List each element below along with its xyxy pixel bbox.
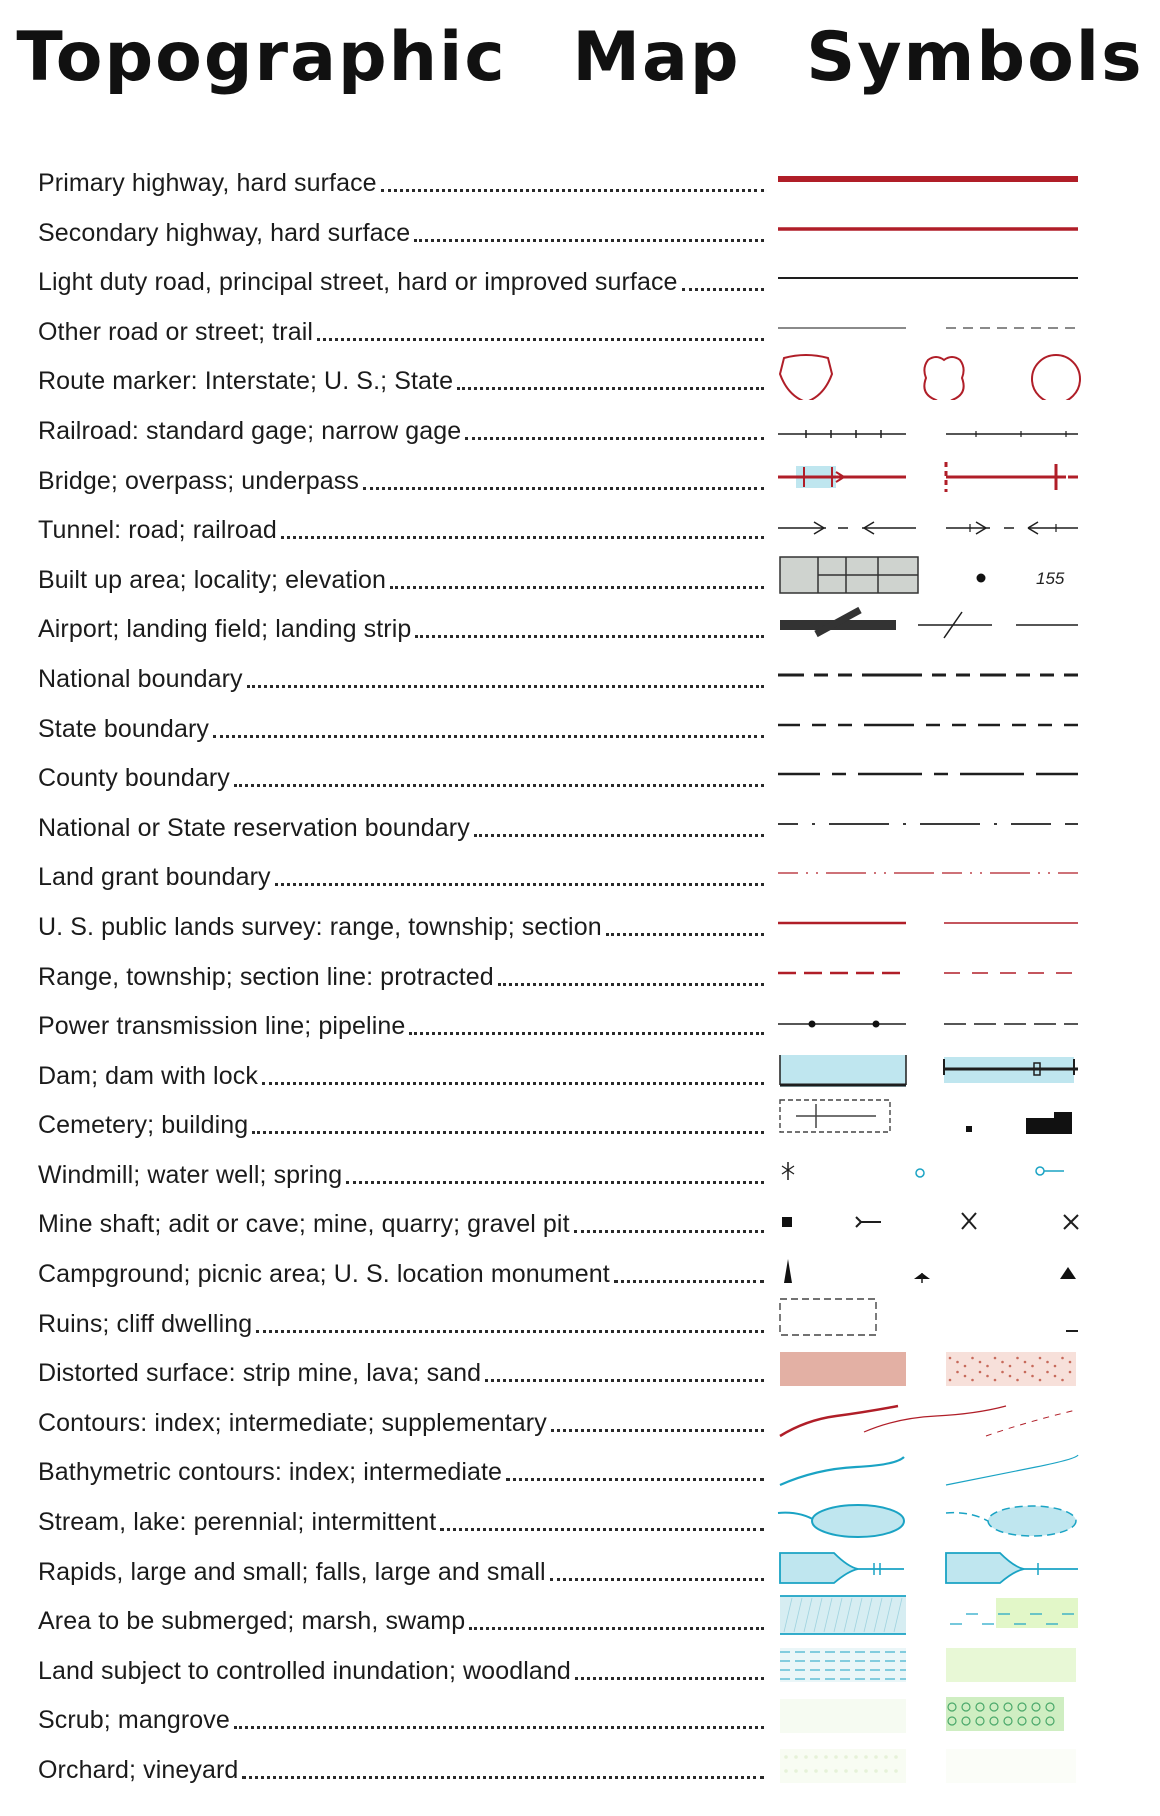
- legend-row: [0, 1392, 1160, 1442]
- campground-symbol: [776, 1243, 1096, 1293]
- dotted-leader: [606, 933, 764, 936]
- legend-row: [0, 1293, 1160, 1343]
- route-marker-symbol-graphic: [776, 350, 1086, 400]
- airport-symbol: [776, 598, 1096, 648]
- dotted-leader: [574, 1230, 764, 1233]
- legend-row: [0, 598, 1160, 648]
- legend-label: [38, 1354, 764, 1388]
- dotted-leader: [390, 586, 764, 589]
- dotted-leader: [262, 1082, 764, 1085]
- legend-label: [38, 1751, 764, 1785]
- legend-list: [0, 152, 1160, 1789]
- inundation-woodland-symbol: [776, 1640, 1096, 1690]
- reservation-boundary-symbol: [776, 797, 1096, 847]
- legend-label-text: Tunnel: road; railroad: [38, 516, 277, 545]
- legend-row: [0, 698, 1160, 748]
- dotted-leader: [381, 189, 764, 192]
- tunnel-symbol-graphic: [776, 499, 1086, 549]
- legend-row: [0, 350, 1160, 400]
- legend-row: [0, 549, 1160, 599]
- state-boundary-symbol-graphic: [776, 698, 1086, 748]
- secondary-highway-symbol-graphic: [776, 202, 1086, 252]
- legend-label-text: Cemetery; building: [38, 1111, 249, 1140]
- state-boundary-symbol: [776, 698, 1096, 748]
- legend-label: [38, 610, 764, 644]
- legend-label-text: Built up area; locality; elevation: [38, 565, 387, 594]
- legend-label: [38, 214, 764, 248]
- legend-label: [38, 462, 764, 496]
- submerged-marsh-symbol: [776, 1590, 1096, 1640]
- legend-row: [0, 1590, 1160, 1640]
- dotted-leader: [551, 1429, 764, 1432]
- protracted-line-symbol: [776, 946, 1096, 996]
- mine-symbol-graphic: [776, 1193, 1086, 1243]
- light-duty-road-symbol: [776, 251, 1096, 301]
- tunnel-symbol: [776, 499, 1096, 549]
- dotted-leader: [213, 735, 764, 738]
- legend-label: [38, 809, 764, 843]
- inundation-woodland-symbol-graphic: [776, 1640, 1086, 1690]
- legend-label: [38, 660, 764, 694]
- legend-label-text: National or State reservation boundary: [38, 813, 470, 842]
- legend-label-text: Light duty road, principal street, hard or improved surface: [38, 268, 678, 297]
- railroad-symbol: [776, 400, 1096, 450]
- cemetery-building-symbol: [776, 1094, 1096, 1144]
- cemetery-building-symbol-graphic: [776, 1094, 1086, 1144]
- ruins-symbol-graphic: [776, 1293, 1086, 1343]
- power-line-pipeline-symbol-graphic: [776, 995, 1086, 1045]
- legend-label: [38, 1404, 764, 1438]
- submerged-marsh-symbol-graphic: [776, 1590, 1086, 1640]
- elevation-label: 155: [1036, 568, 1065, 588]
- legend-label: [38, 1305, 764, 1339]
- legend-label-text: Windmill; water well; spring: [38, 1160, 343, 1189]
- national-boundary-symbol-graphic: [776, 648, 1086, 698]
- dotted-leader: [234, 784, 764, 787]
- legend-label-text: Orchard; vineyard: [38, 1756, 239, 1784]
- legend-row: [0, 1045, 1160, 1095]
- public-lands-survey-symbol: [776, 896, 1096, 946]
- dotted-leader: [506, 1478, 764, 1481]
- legend-label: [38, 263, 764, 297]
- legend-label-text: Distorted surface: strip mine, lava; sand: [38, 1359, 482, 1388]
- bathymetric-contours-symbol: [776, 1441, 1096, 1491]
- legend-label-text: Stream, lake: perennial; intermittent: [38, 1508, 437, 1537]
- legend-label-text: Mine shaft; adit or cave; mine, quarry; gravel pit: [38, 1210, 570, 1239]
- dotted-leader: [614, 1280, 764, 1283]
- legend-label: [38, 1057, 764, 1091]
- other-road-trail-symbol: [776, 301, 1096, 351]
- legend-row: [0, 301, 1160, 351]
- legend-label: [38, 1652, 764, 1686]
- distorted-surface-symbol-graphic: [776, 1342, 1086, 1392]
- distorted-surface-symbol: [776, 1342, 1096, 1392]
- bathymetric-contours-symbol-graphic: [776, 1441, 1086, 1491]
- legend-row: [0, 995, 1160, 1045]
- public-lands-survey-symbol-graphic: [776, 896, 1086, 946]
- legend-row: [0, 1739, 1160, 1789]
- secondary-highway-symbol: [776, 202, 1096, 252]
- windmill-well-spring-symbol-graphic: [776, 1144, 1086, 1194]
- legend-row: [0, 499, 1160, 549]
- ruins-symbol: [776, 1293, 1096, 1343]
- legend-label-text: Other road or street; trail: [38, 317, 314, 346]
- dotted-leader: [363, 487, 764, 490]
- dotted-leader: [414, 239, 764, 242]
- dotted-leader: [469, 1627, 764, 1630]
- dotted-leader: [474, 834, 764, 837]
- legend-row: [0, 1342, 1160, 1392]
- legend-row: [0, 400, 1160, 450]
- primary-highway-symbol-graphic: [776, 152, 1086, 202]
- legend-label-text: Primary highway, hard surface: [38, 169, 377, 197]
- legend-label: [38, 1701, 764, 1735]
- legend-label-text: State boundary: [38, 714, 209, 743]
- land-grant-boundary-symbol: [776, 846, 1096, 896]
- legend-row: [0, 1491, 1160, 1541]
- legend-label-text: U. S. public lands survey: range, township; section: [38, 912, 602, 941]
- legend-label: [38, 958, 764, 992]
- legend-row: [0, 747, 1160, 797]
- legend-label-text: Range, township; section line: protracted: [38, 962, 494, 991]
- legend-label: [38, 1255, 764, 1289]
- legend-label-text: Airport; landing field; landing strip: [38, 615, 412, 644]
- legend-label-text: Land grant boundary: [38, 863, 271, 892]
- contours-symbol-graphic: [776, 1392, 1086, 1442]
- power-line-pipeline-symbol: [776, 995, 1096, 1045]
- stream-lake-symbol: [776, 1491, 1096, 1541]
- dotted-leader: [465, 437, 764, 440]
- legend-row: [0, 251, 1160, 301]
- legend-label: [38, 362, 764, 396]
- legend-label: [38, 1453, 764, 1487]
- orchard-vineyard-symbol-graphic: [776, 1739, 1086, 1789]
- dotted-leader: [317, 338, 764, 341]
- legend-row: [0, 450, 1160, 500]
- dotted-leader: [275, 883, 764, 886]
- legend-label-text: County boundary: [38, 764, 230, 793]
- dotted-leader: [252, 1131, 764, 1134]
- legend-row: [0, 1689, 1160, 1739]
- legend-label-text: Campground; picnic area; U. S. location monument: [38, 1260, 610, 1289]
- legend-label-text: Scrub; mangrove: [38, 1706, 230, 1735]
- legend-row: [0, 896, 1160, 946]
- legend-label-text: Secondary highway, hard surface: [38, 218, 411, 247]
- dotted-leader: [575, 1677, 764, 1680]
- legend-label-text: Rapids, large and small; falls, large and small: [38, 1557, 546, 1586]
- contours-symbol: [776, 1392, 1096, 1442]
- legend-label: [38, 561, 764, 595]
- windmill-well-spring-symbol: [776, 1144, 1096, 1194]
- legend-label: [38, 164, 764, 198]
- legend-row: [0, 648, 1160, 698]
- legend-label: [38, 1602, 764, 1636]
- legend-label: [38, 1156, 764, 1190]
- legend-label: [38, 759, 764, 793]
- dotted-leader: [440, 1528, 764, 1531]
- campground-symbol-graphic: [776, 1243, 1086, 1293]
- national-boundary-symbol: [776, 648, 1096, 698]
- dotted-leader: [409, 1032, 764, 1035]
- protracted-line-symbol-graphic: [776, 946, 1086, 996]
- legend-row: [0, 1640, 1160, 1690]
- dotted-leader: [234, 1726, 764, 1729]
- legend-label: [38, 1205, 764, 1239]
- legend-row: [0, 1193, 1160, 1243]
- legend-label: [38, 313, 764, 347]
- dam-symbol-graphic: [776, 1045, 1086, 1095]
- route-marker-symbol: [776, 350, 1096, 400]
- legend-label: [38, 1007, 764, 1041]
- legend-label-text: Bridge; overpass; underpass: [38, 466, 359, 495]
- dotted-leader: [281, 536, 764, 539]
- dotted-leader: [498, 983, 764, 986]
- airport-symbol-graphic: [776, 598, 1086, 648]
- other-road-trail-symbol-graphic: [776, 301, 1086, 351]
- built-up-area-symbol-graphic: [776, 549, 1086, 599]
- legend-label: [38, 710, 764, 744]
- legend-row: [0, 152, 1160, 202]
- reservation-boundary-symbol-graphic: [776, 797, 1086, 847]
- dotted-leader: [682, 288, 764, 291]
- railroad-symbol-graphic: [776, 400, 1086, 450]
- legend-row: [0, 1441, 1160, 1491]
- legend-row: [0, 1541, 1160, 1591]
- legend-row: [0, 1243, 1160, 1293]
- bridge-overpass-symbol-graphic: [776, 450, 1086, 500]
- bridge-overpass-symbol: [776, 450, 1096, 500]
- legend-label: [38, 858, 764, 892]
- scrub-mangrove-symbol-graphic: [776, 1689, 1086, 1739]
- legend-label: [38, 1503, 764, 1537]
- legend-row: [0, 202, 1160, 252]
- dotted-leader: [485, 1379, 764, 1382]
- dotted-leader: [346, 1181, 764, 1184]
- stream-lake-symbol-graphic: [776, 1491, 1086, 1541]
- legend-row: [0, 797, 1160, 847]
- legend-label-text: Power transmission line; pipeline: [38, 1012, 406, 1041]
- built-up-area-symbol: [776, 549, 1096, 599]
- land-grant-boundary-symbol-graphic: [776, 846, 1086, 896]
- legend-label: [38, 412, 764, 446]
- legend-label-text: Railroad: standard gage; narrow gage: [38, 416, 462, 445]
- dotted-leader: [256, 1330, 764, 1333]
- rapids-falls-symbol-graphic: [776, 1541, 1086, 1591]
- primary-highway-symbol: [776, 152, 1096, 202]
- legend-label: [38, 1553, 764, 1587]
- legend-row: [0, 946, 1160, 996]
- rapids-falls-symbol: [776, 1541, 1096, 1591]
- dotted-leader: [550, 1578, 764, 1581]
- legend-label-text: Ruins; cliff dwelling: [38, 1309, 253, 1338]
- legend-label-text: Area to be submerged; marsh, swamp: [38, 1607, 466, 1636]
- dotted-leader: [415, 635, 764, 638]
- legend-row: [0, 1144, 1160, 1194]
- legend-label-text: Contours: index; intermediate; supplementary: [38, 1408, 547, 1437]
- dotted-leader: [242, 1776, 764, 1779]
- county-boundary-symbol-graphic: [776, 747, 1086, 797]
- legend-label: [38, 1106, 764, 1140]
- dotted-leader: [457, 387, 764, 390]
- page-title: Topographic Map Symbols: [16, 18, 1144, 97]
- mine-symbol: [776, 1193, 1096, 1243]
- orchard-vineyard-symbol: [776, 1739, 1096, 1789]
- dotted-leader: [247, 685, 764, 688]
- legend-label-text: Dam; dam with lock: [38, 1061, 258, 1090]
- legend-label: [38, 908, 764, 942]
- legend-label-text: Route marker: Interstate; U. S.; State: [38, 367, 454, 396]
- legend-label-text: Bathymetric contours: index; intermediate: [38, 1458, 503, 1487]
- light-duty-road-symbol-graphic: [776, 251, 1086, 301]
- county-boundary-symbol: [776, 747, 1096, 797]
- legend-label: [38, 511, 764, 545]
- dam-symbol: [776, 1045, 1096, 1095]
- legend-row: [0, 1094, 1160, 1144]
- scrub-mangrove-symbol: [776, 1689, 1096, 1739]
- legend-label-text: National boundary: [38, 664, 243, 693]
- legend-label-text: Land subject to controlled inundation; woodland: [38, 1656, 571, 1685]
- legend-row: [0, 846, 1160, 896]
